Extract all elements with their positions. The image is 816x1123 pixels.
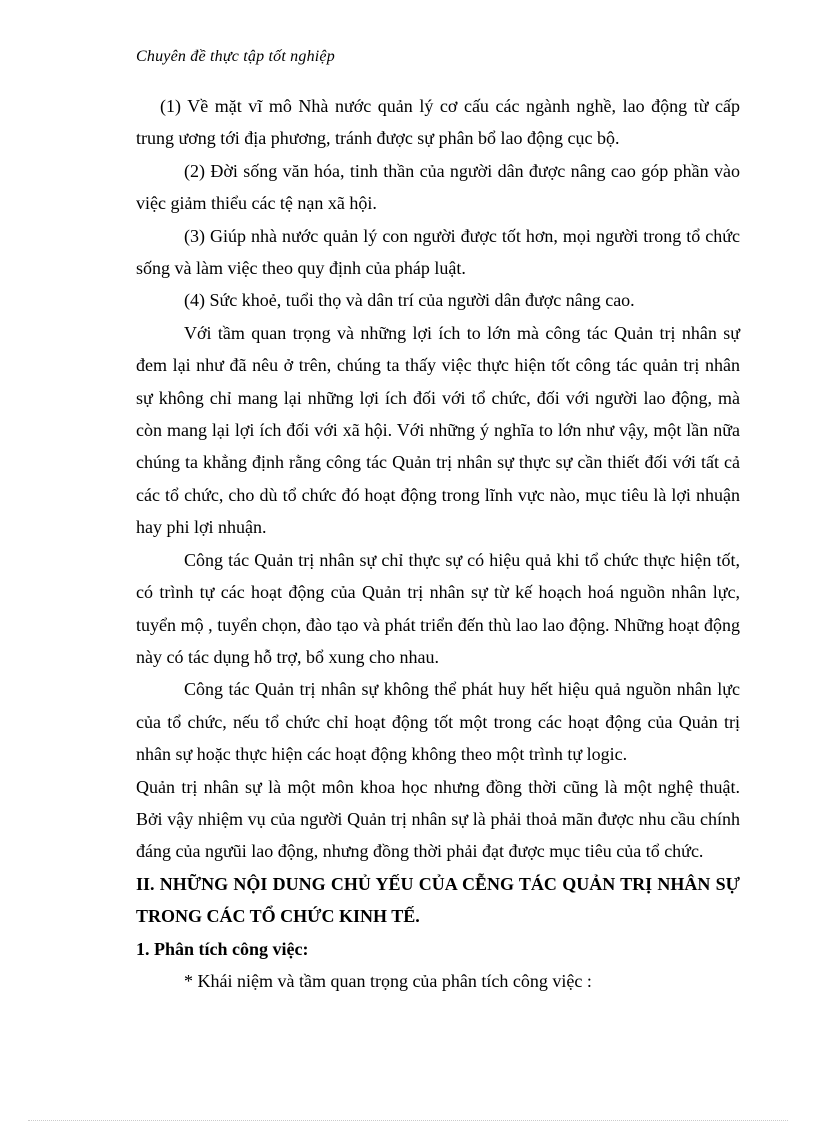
paragraph-importance: Với tầm quan trọng và những lợi ích to lớn mà công tác Quản trị nhân sự đem lại như đã nêu ở trên, chúng ta thấy việc thực hiện tốt công tác quản trị nhân sự không chỉ mang lại những lợi ích đối với tổ chức, đối với người lao động, mà còn mang lại lợi ích đối với xã hội. Với những ý nghĩa to lớn như vậy, một lần nữa chúng ta khẳng định rằng công tác Quản trị nhân sự thực sự cần thiết đối với tất cả các tổ chức, cho dù tổ chức đó hoạt động trong lĩnh vực nào, mục tiêu là lợi nhuận hay phi lợi nhuận. — [136, 322, 740, 538]
subsection-intro: * Khái niệm và tầm quan trọng của phân tích công việc : — [184, 970, 592, 991]
paragraph-sequence: Công tác Quản trị nhân sự không thể phát huy hết hiệu quả nguồn nhân lực của tổ chức, nếu tổ chức chỉ hoạt động tốt một trong các hoạt động của Quản trị nhân sự hoặc thực hiện các hoạt động không theo một trình tự logic. — [136, 679, 740, 765]
paragraph-point-3: (3) Giúp nhà nước quản lý con người được tốt hơn, mọi người trong tổ chức sống và làm việc theo quy định của pháp luật. — [136, 225, 740, 279]
paragraph-effectiveness: Công tác Quản trị nhân sự chỉ thực sự có hiệu quả khi tổ chức thực hiện tốt, có trình tự các hoạt động của Quản trị nhân sự từ kế hoạch hoá nguồn nhân lực, tuyển mộ , tuyển chọn, đào tạo và phát triển đến thù lao lao động. Những hoạt động này có tác dụng hỗ trợ, bổ xung cho nhau. — [136, 549, 740, 667]
document-body — [136, 90, 740, 997]
page-bottom-divider — [28, 1120, 788, 1121]
page-header: Chuyên đề thực tập tốt nghiệp — [136, 48, 335, 65]
paragraph-point-2: (2) Đời sống văn hóa, tinh thần của người dân được nâng cao góp phần vào việc giảm thiểu các tệ nạn xã hội. — [136, 160, 740, 214]
subsection-heading: 1. Phân tích công việc: — [136, 938, 309, 959]
section-heading: II. NHỮNG NỘI DUNG CHỦ YẾU CỦA CỄNG TÁC QUẢN TRỊ NHÂN SỰ TRONG CÁC TỔ CHỨC KINH TẾ. — [136, 873, 740, 927]
paragraph-point-1: (1) Về mặt vĩ mô Nhà nước quản lý cơ cấu các ngành nghề, lao động từ cấp trung ương tới địa phương, tránh được sự phân bổ lao động cục bộ. — [136, 96, 740, 149]
paragraph-point-4: (4) Sức khoẻ, tuổi thọ và dân trí của người dân được nâng cao. — [184, 290, 635, 311]
paragraph-science-art: Quản trị nhân sự là một môn khoa học nhưng đồng thời cũng là một nghệ thuật. Bởi vậy nhiệm vụ của người Quản trị nhân sự là phải thoả mãn được nhu cầu chính đáng của ngưũi lao động, nhưng đồng thời phải đạt được mục tiêu của tổ chức. — [136, 776, 740, 862]
